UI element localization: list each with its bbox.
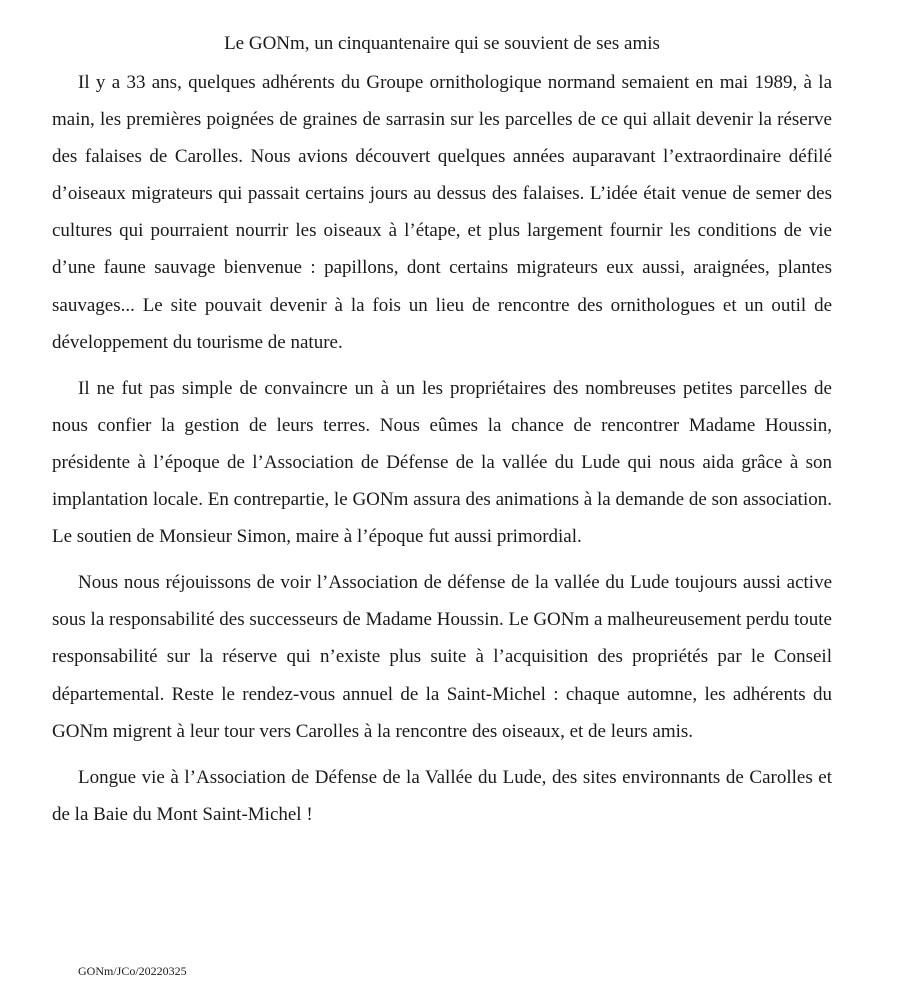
- document-title: Le GONm, un cinquantenaire qui se souvient de ses amis: [224, 33, 660, 54]
- paragraph-4: Longue vie à l’Association de Défense de la Vallée du Lude, des sites environnants de Carolles et de la Baie du Mont Saint-Michel !: [52, 766, 832, 825]
- document-footer-reference: GONm/JCo/20220325: [78, 964, 187, 978]
- paragraph-3: Nous nous réjouissons de voir l’Association de défense de la vallée du Lude toujours aussi active sous la responsabilité des successeurs de Madame Houssin. Le GONm a malheureusement perdu toute responsabilité sur la réserve qui n’existe plus suite à l’acquisition des propriétés par le Conseil départemental. Reste le rendez-vous annuel de la Saint-Michel : chaque automne, les adhérents du GONm migrent à leur tour vers Carolles à la rencontre des oiseaux, et de leurs amis.: [52, 572, 832, 742]
- paragraph-1: Il y a 33 ans, quelques adhérents du Groupe ornithologique normand semaient en mai 1989, à la main, les premières poignées de graines de sarrasin sur les parcelles de ce qui allait devenir la réserve des falaises de Carolles. Nous avions découvert quelques années auparavant l’extraordinaire défilé d’oiseaux migrateurs qui passait certains jours au dessus des falaises. L’idée était venue de semer des cultures qui pourraient nourrir les oiseaux à l’étape, et plus largement fournir les conditions de vie d’une faune sauvage bienvenue : papillons, dont certains migrateurs eux aussi, araignées, plantes sauvages... Le site pouvait devenir à la fois un lieu de rencontre des ornithologues et un outil de développement du tourisme de nature.: [52, 72, 832, 353]
- paragraph-2: Il ne fut pas simple de convaincre un à un les propriétaires des nombreuses petites parcelles de nous confier la gestion de leurs terres. Nous eûmes la chance de rencontrer Madame Houssin, présidente à l’époque de l’Association de Défense de la vallée du Lude qui nous aida grâce à son implantation locale. En contrepartie, le GONm assura des animations à la demande de son association. Le soutien de Monsieur Simon, maire à l’époque fut aussi primordial.: [52, 377, 832, 548]
- document-body: [52, 30, 832, 842]
